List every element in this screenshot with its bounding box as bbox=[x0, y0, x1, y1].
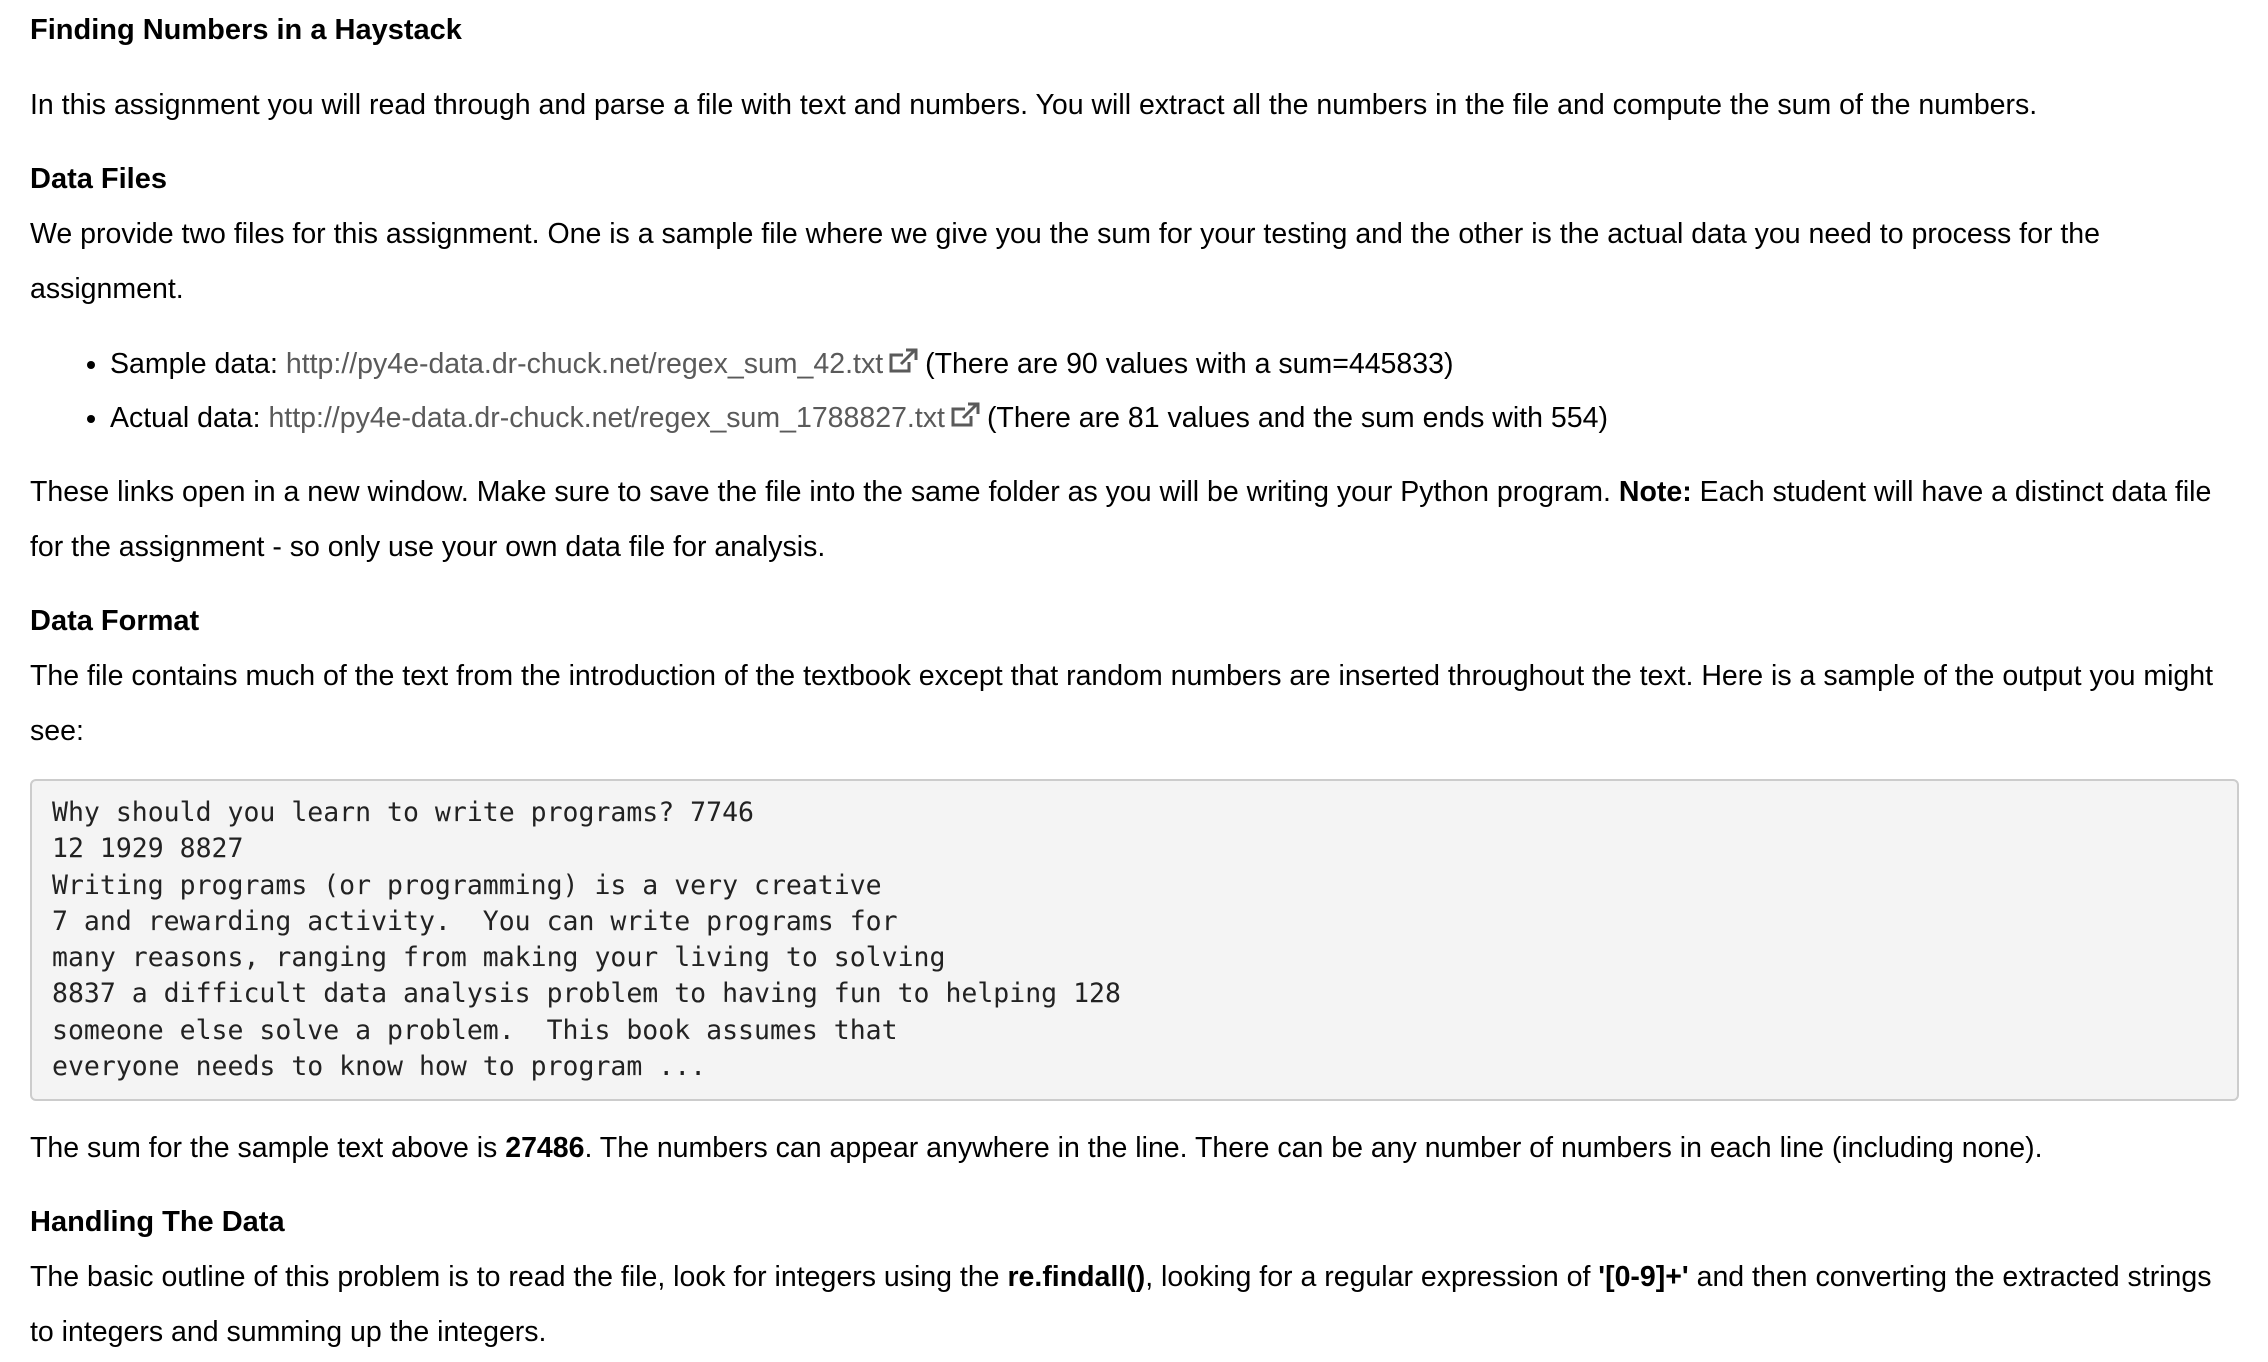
code-sample-block: Why should you learn to write programs? 7746 12 1929 8827 Writing programs (or programming) is a very creative 7 and rewarding activity. You can write programs for many reasons, ranging from making your living to solving 8837 a difficult data analysis problem to having fun to helping 128 someone else solve a problem. This book assumes that everyone needs to know how to program ... bbox=[30, 779, 2239, 1101]
findall-function: re.findall() bbox=[1007, 1261, 1146, 1294]
list-item-sample-data bbox=[110, 337, 2239, 391]
handling-data-paragraph bbox=[30, 1250, 2239, 1360]
handling-data-heading: Handling The Data bbox=[30, 1206, 285, 1239]
handling-text-3: and then converting the extracted strings to integers and summing up the integers. bbox=[30, 1261, 2212, 1349]
actual-data-label: Actual data: bbox=[110, 402, 269, 434]
assignment-page bbox=[0, 3, 2268, 1360]
data-format-heading: Data Format bbox=[30, 605, 200, 637]
data-format-description: The file contains much of the text from the introduction of the textbook except that random numbers are inserted throughout the text. Here is a sample of the output you might see: bbox=[30, 660, 2214, 747]
actual-data-note: (There are 81 values and the sum ends with 554) bbox=[986, 402, 1608, 434]
data-files-list bbox=[30, 337, 2239, 445]
list-item-actual-data bbox=[110, 391, 2239, 445]
page-title: Finding Numbers in a Haystack bbox=[30, 14, 462, 46]
sample-data-link[interactable]: http://py4e-data.dr-chuck.net/regex_sum_42.txt bbox=[285, 348, 884, 380]
handling-text-1: The basic outline of this problem is to read the file, look for integers using the bbox=[30, 1261, 1008, 1294]
data-files-heading: Data Files bbox=[30, 163, 167, 195]
sum-value: 27486 bbox=[505, 1132, 585, 1165]
actual-data-link[interactable]: http://py4e-data.dr-chuck.net/regex_sum_1788827.txt bbox=[268, 402, 945, 434]
intro-paragraph: In this assignment you will read through and parse a file with text and numbers. You will extract all the numbers in the file and compute the sum of the numbers. bbox=[30, 89, 2038, 121]
note-label: Note: bbox=[1618, 476, 1692, 508]
sum-text-before: The sum for the sample text above is bbox=[30, 1132, 506, 1165]
links-note-paragraph bbox=[30, 465, 2239, 575]
handling-text-2: , looking for a regular expression of bbox=[1145, 1261, 1599, 1294]
external-link-icon[interactable] bbox=[887, 348, 919, 376]
sum-text-after: . The numbers can appear anywhere in the line. There can be any number of numbers in each line (including none). bbox=[584, 1132, 2043, 1165]
sample-data-label: Sample data: bbox=[110, 348, 286, 380]
sample-data-note: (There are 90 values with a sum=445833) bbox=[925, 348, 1454, 380]
sample-sum-paragraph bbox=[30, 1121, 2239, 1176]
regex-pattern: '[0-9]+' bbox=[1598, 1261, 1689, 1294]
links-note-text-end: Each student will have a distinct data file for the assignment - so only use your own data file for analysis. bbox=[30, 476, 2212, 563]
links-note-text: These links open in a new window. Make sure to save the file into the same folder as you will be writing your Python program. bbox=[30, 476, 1619, 508]
data-files-description: We provide two files for this assignment. One is a sample file where we give you the sum for your testing and the other is the actual data you need to process for the assignment. bbox=[30, 218, 2100, 305]
external-link-icon[interactable] bbox=[949, 402, 981, 430]
